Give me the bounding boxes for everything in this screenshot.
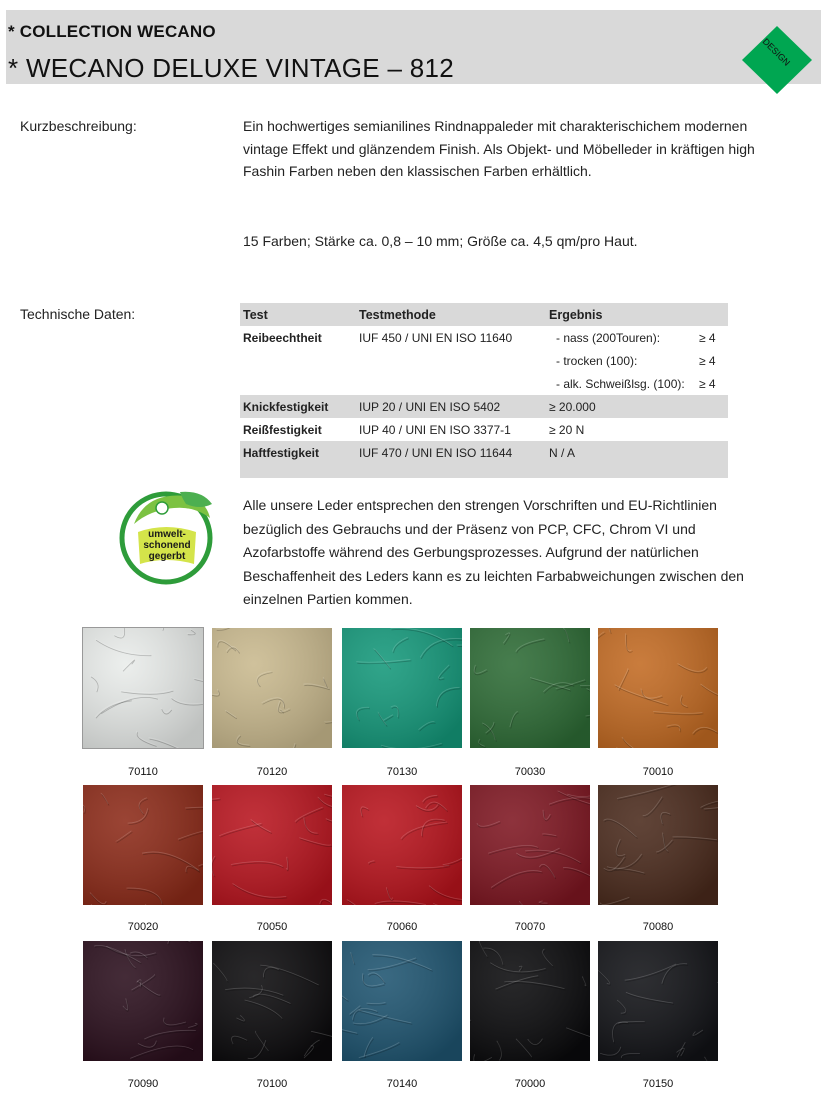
leather-swatch-70100 [212, 941, 332, 1061]
eco-logo-line-3: gegerbt [148, 551, 186, 562]
leather-swatch-70110 [83, 628, 203, 748]
leather-swatch-70000 [470, 941, 590, 1061]
eco-logo-line-2: schonend [143, 540, 191, 551]
leather-swatch-70060 [342, 785, 462, 905]
swatch-code: 70020 [127, 921, 159, 933]
swatch-code: 70010 [642, 766, 674, 778]
swatch-code: 70070 [514, 921, 546, 933]
test-sign: ≥ 4 [699, 376, 716, 391]
swatch-code: 70050 [256, 921, 288, 933]
swatch-code: 70030 [514, 766, 546, 778]
description-text: Ein hochwertiges semianilines Rindnappaleder mit charakterischichem modernen vintage Effekt und glänzendem Finish. Als Objekt- und Möbelleder in kräftigen high Fashin Farben neben den klassischen Farben erhältlich. [243, 118, 755, 179]
table-row [240, 395, 728, 418]
test-method: IUP 20 / UNI EN ISO 5402 [359, 399, 501, 414]
leather-swatch-70140 [342, 941, 462, 1061]
swatch-code: 70080 [642, 921, 674, 933]
test-result: N / A [549, 445, 576, 460]
leather-swatch-70080 [598, 785, 718, 905]
header-bar [6, 10, 821, 84]
swatch-code: 70110 [128, 766, 158, 778]
eco-tanned-logo-icon [116, 486, 216, 586]
product-title: * WECANO DELUXE VINTAGE – 812 [8, 53, 455, 83]
swatch-code: 70140 [386, 1078, 418, 1090]
swatch-code: 70060 [386, 921, 418, 933]
test-name: Haftfestigkeit [243, 445, 320, 460]
swatch-code: 70150 [642, 1078, 674, 1090]
leather-swatch-70090 [83, 941, 203, 1061]
header-result: Ergebnis [549, 307, 603, 322]
swatch-code: 70000 [514, 1078, 546, 1090]
technical-table [240, 303, 728, 478]
test-method: IUF 450 / UNI EN ISO 11640 [359, 330, 513, 345]
table-row [240, 349, 728, 372]
leather-swatch-70070 [470, 785, 590, 905]
eco-text: Alle unsere Leder entsprechen den strengen Vorschriften und EU-Richtlinien bezüglich des Gebrauchs und der Präsenz von PCP, CFC, Chrom VI und Azofarbstoffe während des Gerbungsprozesses. Aufgrund der natürlichen Beschaffenheit des Leders kann es zu leichten Farbabweichungen zwischen den einzelnen Partien kommen. [243, 497, 744, 607]
test-sign: ≥ 4 [699, 330, 716, 345]
leather-swatch-70030 [470, 628, 590, 748]
test-result: - trocken (100): [556, 353, 638, 368]
test-method: IUF 470 / UNI EN ISO 11644 [359, 445, 513, 460]
collection-title: * COLLECTION WECANO [8, 22, 216, 41]
test-result: ≥ 20.000 [549, 399, 596, 414]
table-header-row [240, 303, 728, 326]
swatch-code: 70100 [256, 1078, 288, 1090]
technical-label: Technische Daten: [20, 306, 136, 322]
badge-label: DESIGN [760, 36, 793, 68]
design-badge-icon [732, 22, 822, 94]
header-method: Testmethode [359, 307, 436, 322]
swatch-code: 70130 [386, 766, 418, 778]
swatch-code: 70120 [256, 766, 288, 778]
header-test: Test [243, 307, 268, 322]
test-name: Reibeechtheit [243, 330, 322, 345]
table-row [240, 418, 728, 441]
specs-text: 15 Farben; Stärke ca. 0,8 – 10 mm; Größe ca. 4,5 qm/pro Haut. [243, 233, 638, 249]
test-method: IUP 40 / UNI EN ISO 3377-1 [359, 422, 511, 437]
test-name: Knickfestigkeit [243, 399, 329, 414]
leather-swatch-70020 [83, 785, 203, 905]
test-result: - nass (200Touren): [556, 330, 661, 345]
test-sign: ≥ 4 [699, 353, 716, 368]
test-result: - alk. Schweißlsg. (100): [556, 376, 685, 391]
table-row [240, 326, 728, 349]
description-label: Kurzbeschreibung: [20, 118, 137, 134]
swatch-code: 70090 [127, 1078, 159, 1090]
table-row [240, 372, 728, 395]
table-row [240, 441, 728, 464]
leather-swatch-70050 [212, 785, 332, 905]
leather-swatch-70010 [598, 628, 718, 748]
leather-swatch-70150 [598, 941, 718, 1061]
test-result: ≥ 20 N [549, 422, 585, 437]
leather-swatch-70130 [342, 628, 462, 748]
eco-logo-line-1: umwelt- [148, 529, 186, 540]
test-name: Reißfestigkeit [243, 422, 322, 437]
leather-swatch-70120 [212, 628, 332, 748]
